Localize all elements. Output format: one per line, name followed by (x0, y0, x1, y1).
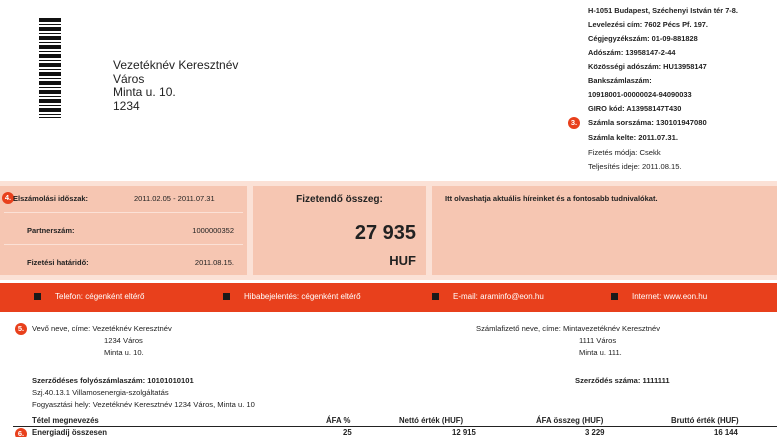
contract-service: Szj.40.13.1 Villamosenergia-szolgáltatás (32, 388, 169, 397)
table-row-vat-pct: 25 (343, 428, 352, 437)
divider (4, 212, 243, 213)
table-row-net: 12 915 (452, 428, 476, 437)
buyer-block (32, 323, 172, 359)
partner-value: 1000000352 (192, 226, 234, 235)
period-value: 2011.02.05 - 2011.07.31 (134, 194, 215, 203)
news-text: Itt olvashatja aktuális híreinket és a fontosabb tudnivalókat. (445, 194, 658, 203)
invoice-date-label: Számla kelte: (588, 132, 637, 142)
contact-phone (34, 292, 144, 301)
company-mail: Levelezési cím: 7602 Pécs Pf. 197. (588, 20, 708, 29)
fulfillment-label: Teljesítés ideje: (588, 162, 640, 172)
amount-due-value: 27 935 (354, 222, 416, 244)
table-header-vat-amount: ÁFA összeg (HUF) (536, 416, 604, 425)
news-panel (432, 186, 777, 275)
contract-number: 1111111 (642, 376, 670, 385)
company-eu-tax: Közösségi adószám: HU13958147 (588, 62, 707, 71)
contract-block (32, 375, 255, 411)
contact-phone-text: Telefon: cégenként eltérő (55, 292, 145, 301)
divider (4, 244, 243, 245)
period-label: Elszámolási időszak: (13, 194, 89, 203)
amount-due-panel (253, 186, 426, 275)
table-header-item: Tétel megnevezés (32, 416, 99, 425)
contact-web (611, 292, 707, 301)
table-header-rule (13, 426, 777, 427)
amount-due-title: Fizetendő összeg: (296, 194, 383, 205)
partner-label: Partnerszám: (27, 226, 75, 235)
deadline-value: 2011.08.15. (194, 258, 234, 267)
contract-account-label: Szerződéses folyószámlaszám: (32, 376, 146, 385)
buyer-street: Minta u. 10. (104, 348, 144, 357)
recipient-city: Város (113, 71, 145, 86)
table-row-gross: 16 144 (714, 428, 738, 437)
payment-method-label: Fizetés módja: (588, 147, 638, 157)
contact-email (432, 292, 544, 301)
recipient-zip: 1234 (113, 98, 140, 113)
contract-number-block (575, 375, 670, 387)
contact-email-text: E-mail: araminfo@eon.hu (453, 292, 544, 301)
invoice-details (566, 116, 707, 175)
fulfillment-date: 2011.08.15. (642, 162, 682, 172)
payer-block (476, 323, 660, 359)
invoice-date-row (566, 131, 707, 146)
amount-due-currency: HUF (389, 253, 416, 268)
section-badge-4: 4. (2, 192, 14, 204)
company-bank: 10918001-00000024-94090033 (588, 90, 692, 99)
section-badge-6: 6. (15, 428, 27, 437)
contact-fault-text: Hibabejelentés: cégenként eltérő (244, 292, 361, 301)
bullet-square-icon (432, 293, 439, 300)
section-badge-3: 3. (568, 117, 580, 129)
payment-method-row (566, 146, 707, 161)
contact-fault (223, 292, 361, 301)
invoice-number: 130101947080 (655, 118, 707, 127)
contract-account: 10101010101 (147, 376, 194, 385)
table-row-item: Energiadíj összesen (32, 428, 107, 437)
company-bank-label: Bankszámlaszám: (588, 76, 652, 85)
bullet-square-icon (611, 293, 618, 300)
payment-method: Csekk (639, 147, 661, 157)
fulfillment-row (566, 160, 707, 175)
payer-zip-city: 1111 Város (579, 336, 617, 345)
recipient-street: Minta u. 10. (113, 85, 176, 99)
contract-number-label: Szerződés száma: (575, 376, 641, 385)
barcode (39, 18, 61, 118)
company-giro: GIRO kód: A13958147T430 (588, 104, 682, 113)
invoice-date: 2011.07.31. (638, 132, 678, 142)
bullet-square-icon (223, 293, 230, 300)
contact-web-text: Internet: www.eon.hu (632, 292, 708, 301)
recipient-name: Vezetéknév Keresztnév (113, 58, 239, 72)
section-badge-5: 5. (15, 323, 27, 335)
contract-place: Fogyasztási hely: Vezetéknév Keresztnév 1234 Város, Minta u. 10 (32, 400, 255, 409)
table-header-net: Nettó érték (HUF) (399, 416, 464, 425)
invoice-number-row (566, 116, 707, 131)
contact-bar (0, 283, 777, 312)
payer-street: Minta u. 111. (579, 348, 622, 357)
buyer-name: Vezetéknév Keresztnév (92, 324, 172, 333)
billing-info-panel (0, 186, 247, 275)
buyer-zip-city: 1234 Város (104, 336, 143, 345)
payer-label: Számlafizető neve, címe: (476, 324, 561, 333)
invoice-number-label: Számla sorszáma: (588, 118, 654, 127)
table-row-vat-amount: 3 229 (585, 428, 605, 437)
company-info (588, 4, 738, 116)
table-header-gross: Bruttó érték (HUF) (671, 416, 739, 425)
company-reg: Cégjegyzékszám: 01-09-881828 (588, 34, 698, 43)
recipient-address (113, 59, 238, 113)
company-tax: Adószám: 13958147-2-44 (588, 48, 676, 57)
table-header-vat-pct: ÁFA % (326, 416, 351, 425)
deadline-label: Fizetési határidő: (27, 258, 89, 267)
bullet-square-icon (34, 293, 41, 300)
payer-name: Mintavezetéknév Keresztnév (562, 324, 661, 333)
buyer-label: Vevő neve, címe: (32, 324, 91, 333)
company-address: H-1051 Budapest, Széchenyi István tér 7-8. (588, 6, 738, 15)
